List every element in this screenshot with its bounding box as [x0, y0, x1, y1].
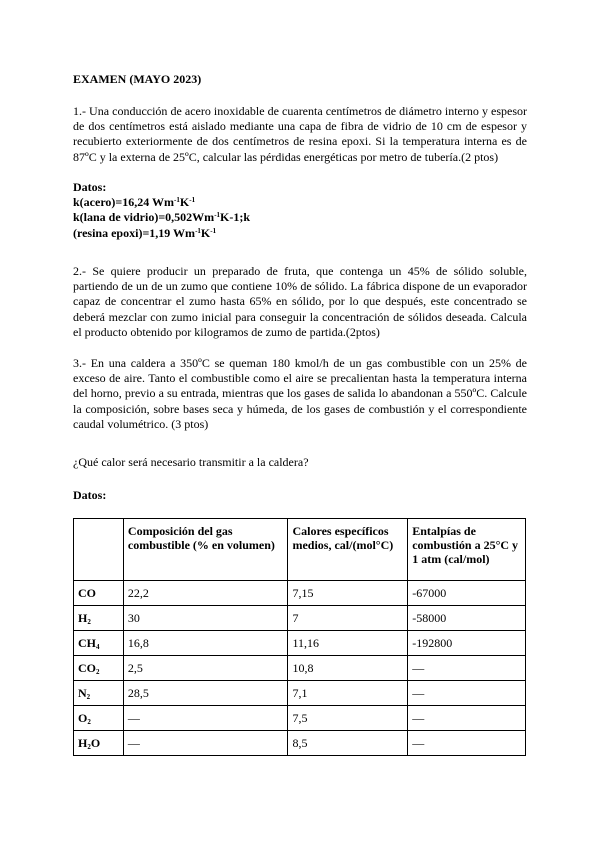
k-lana-line: k(lana de $vidrio)=0,502Wm^{-1}K-1;k$: [73, 210, 251, 225]
enthalpy-cell: —: [408, 656, 526, 681]
specific-heat-cell: 7,15: [288, 581, 408, 606]
composition-cell: 28,5: [123, 681, 288, 706]
header-cell-enthalpy: Entalpías de combustión a 25°C y 1 atm (cal/mol): [408, 519, 526, 581]
specific-heat-cell: 10,8: [288, 656, 408, 681]
table-row: [74, 656, 526, 681]
table-row: [74, 706, 526, 731]
composition-cell: 16,8: [123, 631, 288, 656]
problem-3-datos-label: Datos:: [73, 488, 107, 502]
table-row: [74, 681, 526, 706]
k-acero-line: k(acero)=16,24 $Wm^{-1}K^{-1}$: [73, 195, 196, 210]
gas-formula-cell: $CO_2$: [74, 656, 124, 681]
specific-heat-cell: 7,5: [288, 706, 408, 731]
table-header-row: [74, 519, 526, 581]
problem-1-datos-label: Datos:: [73, 180, 107, 194]
gas-formula-cell: $H_2O$: [74, 731, 124, 756]
gas-formula-cell: $H_2$: [74, 606, 124, 631]
problem-3-question: ¿Qué calor será necesario transmitir a la caldera?: [73, 455, 309, 469]
composition-cell: —: [123, 731, 288, 756]
specific-heat-cell: 7,1: [288, 681, 408, 706]
specific-heat-cell: 8,5: [288, 731, 408, 756]
enthalpy-cell: —: [408, 681, 526, 706]
composition-cell: 22,2: [123, 581, 288, 606]
header-cell-specific-heat: Calores específicos medios, cal/(mol°C): [288, 519, 408, 581]
specific-heat-cell: 11,16: [288, 631, 408, 656]
enthalpy-cell: —: [408, 731, 526, 756]
problem-3-text: 3.- En una caldera a 350ºC se queman 180 kmol/h de un gas combustible con un 25% de exceso de aire. Tanto el combustible como el aire se precalientan hasta la temperatura interna del horno, previo a su entrada, mientras que los gases de salida lo abandonan a 550ºC. Calcule la composición, sobre bases seca y húmeda, de los gases de combustión y el correspondiente caudal volumétrico. (3 ptos): [73, 356, 527, 431]
table-row: [74, 606, 526, 631]
gas-formula-cell: $O_2$: [74, 706, 124, 731]
table-row: [74, 581, 526, 606]
specific-heat-cell: 7: [288, 606, 408, 631]
gas-formula-cell: $N_2$: [74, 681, 124, 706]
table-row: [74, 731, 526, 756]
header-cell-composition: Composición del gas combustible (% en volumen): [123, 519, 288, 581]
gas-formula-cell: $CH_4$: [74, 631, 124, 656]
enthalpy-cell: -192800: [408, 631, 526, 656]
header-cell-gas: [74, 519, 124, 581]
problem-1-text: 1.- Una conducción de acero inoxidable de cuarenta centímetros de diámetro interno y espesor de dos centímetros está aislado mediante una capa de fibra de vidrio de 10 cm de espesor y recubierto exteriormente de dos centímetros de resina epoxi. Si la temperatura interna es de 87ºC y la externa de 25ºC, calcular las pérdidas energéticas por metro de tubería.(2 ptos): [73, 104, 527, 164]
k-resina-line: (resina epoxi)=1,19 $Wm^{-1}K^{-1}$: [73, 225, 217, 240]
table-row: [74, 631, 526, 656]
enthalpy-cell: -58000: [408, 606, 526, 631]
problem-1-data: [73, 180, 527, 241]
composition-cell: —: [123, 706, 288, 731]
data-table: [73, 518, 526, 756]
enthalpy-cell: —: [408, 706, 526, 731]
composition-cell: 30: [123, 606, 288, 631]
enthalpy-cell: -67000: [408, 581, 526, 606]
exam-title: EXAMEN (MAYO 2023): [73, 72, 202, 86]
problem-2-text: 2.- Se quiere producir un preparado de fruta, que contenga un 45% de sólido soluble, partiendo de un de un zumo que contiene 10% de sólido. La fábrica dispone de un evaporador capaz de concentrar el zumo hasta 65% en sólido, por lo que después, este concentrado se deberá mezclar con zumo inicial para conseguir la concentración de sólidos deseada. Calcula el producto obtenido por kilogramos de zumo de partida.(2ptos): [73, 264, 527, 339]
gas-formula-cell: CO: [74, 581, 124, 606]
composition-cell: 2,5: [123, 656, 288, 681]
